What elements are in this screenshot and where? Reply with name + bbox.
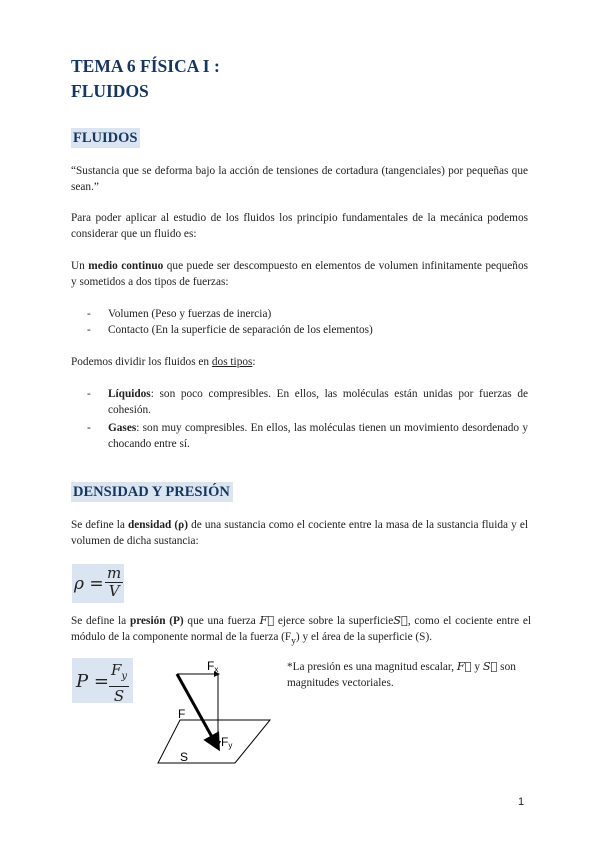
text-span: Un: [71, 260, 89, 272]
text-span: son magnitudes vectoriales.: [287, 661, 516, 689]
list-item-text: Contacto (En la superficie de separación de los elementos): [108, 324, 373, 336]
text-span: Se define la: [71, 615, 130, 627]
label-subscript: y: [228, 741, 233, 750]
paragraph-two-types: [71, 354, 528, 370]
text-span: que una fuerza: [183, 615, 260, 627]
density-formula: [72, 564, 124, 603]
label-subscript: x: [214, 665, 219, 674]
force-surface-diagram: [150, 655, 280, 770]
list-item-text: Volumen (Peso y fuerzas de inercia): [108, 308, 272, 320]
label-letter: F: [207, 659, 215, 673]
heading-fluidos: FLUIDOS: [71, 128, 140, 148]
fraction-numerator: [109, 661, 129, 687]
text-span: ) y el área de la superficie (S).: [295, 631, 433, 643]
title-line-2: FLUIDOS: [71, 81, 149, 101]
document-title: [71, 54, 220, 104]
text-span: ejerce sobre la superficie: [274, 615, 394, 627]
type-text: : son muy compresibles. En ellos, las moléculas tienen un movimiento desordenado y chocando entre sí.: [108, 422, 528, 450]
fraction-numerator: m: [107, 564, 122, 582]
title-line-1: TEMA 6 FÍSICA I :: [71, 56, 220, 76]
subscript-y: y: [291, 636, 296, 647]
text-span: :: [252, 356, 256, 368]
type-text: : son poco compresibles. En ellos, las moléculas están unidas por fuerzas de cohesión.: [108, 388, 528, 416]
underline-dos-tipos: dos tipos: [211, 356, 253, 368]
bold-medio-continuo: medio continuo: [88, 260, 164, 272]
text-span: Se define la: [71, 519, 128, 531]
vector-f-symbol: [457, 660, 472, 673]
paragraph-pressure-definition: [71, 613, 531, 649]
density-lhs: ρ =: [74, 574, 104, 594]
list-item: - Volumen (Peso y fuerzas de inercia): [87, 308, 272, 320]
type-name: Gases: [108, 422, 137, 434]
vector-letter: F: [456, 660, 472, 673]
vector-s-symbol: [393, 614, 408, 627]
text-span: , como el cociente entre el módulo de la componente normal de la fuerza (F: [71, 615, 531, 643]
label-fy: [221, 735, 232, 750]
text-span: y: [471, 661, 483, 673]
text-span: *La presión es una magnitud escalar,: [287, 661, 457, 673]
paragraph-medio-continuo: [71, 258, 528, 290]
label-letter: F: [221, 735, 229, 749]
type-name: Líquidos: [108, 388, 151, 400]
vector-s-symbol: [483, 660, 498, 673]
numerator-letter: F: [111, 661, 122, 679]
text-span: de una sustancia como el cociente entre la masa de la sustancia fluida y el volumen de dicha sustancia:: [71, 519, 528, 547]
vector-letter: F: [259, 614, 275, 627]
fraction-denominator: V: [108, 582, 120, 600]
bold-presion: presión (P): [129, 615, 184, 627]
list-item-liquidos: - Líquidos: son poco compresibles. En ellos, las moléculas están unidas por fuerzas de cohesión.: [87, 388, 528, 416]
vector-f-symbol: [260, 614, 275, 627]
vector-letter: S: [393, 614, 408, 627]
heading-densidad-presion: DENSIDAD Y PRESIÓN: [71, 482, 233, 502]
text-span: Podemos dividir los fluidos en: [71, 356, 212, 368]
list-item-gases: - Gases: son muy compresibles. En ellos, las moléculas tienen un movimiento desordenado y chocando entre sí.: [87, 422, 528, 450]
pressure-lhs: P =: [76, 671, 109, 692]
numerator-subscript: y: [121, 671, 128, 682]
list-item: - Contacto (En la superficie de separación de los elementos): [87, 324, 373, 336]
label-s: S: [180, 750, 189, 764]
pressure-note: [287, 659, 532, 691]
pressure-formula: [72, 658, 133, 703]
pressure-fraction: [109, 661, 129, 705]
fraction-denominator: S: [113, 687, 125, 705]
page-number: 1: [518, 796, 525, 808]
paragraph-continuum-intro: Para poder aplicar al estudio de los fluidos los principio fundamentales de la mecánica podemos considerar que un fluido es:: [71, 212, 528, 240]
text-span: que puede ser descompuesto en elementos de volumen infinitamente pequeños y sometidos a dos tipos de fuerzas:: [71, 260, 528, 288]
fluid-types-list: [71, 386, 528, 452]
density-fraction: [105, 565, 123, 600]
label-fx: [207, 659, 218, 674]
label-f: F: [178, 707, 186, 721]
definition-quote: “Sustancia que se deforma bajo la acción de tensiones de cortadura (tangenciales) por pequeñas que sean.”: [71, 165, 528, 193]
bold-densidad: densidad (ρ): [127, 519, 188, 531]
vector-letter: S: [482, 660, 498, 673]
forces-list: [71, 306, 528, 338]
paragraph-density-definition: [71, 517, 528, 549]
